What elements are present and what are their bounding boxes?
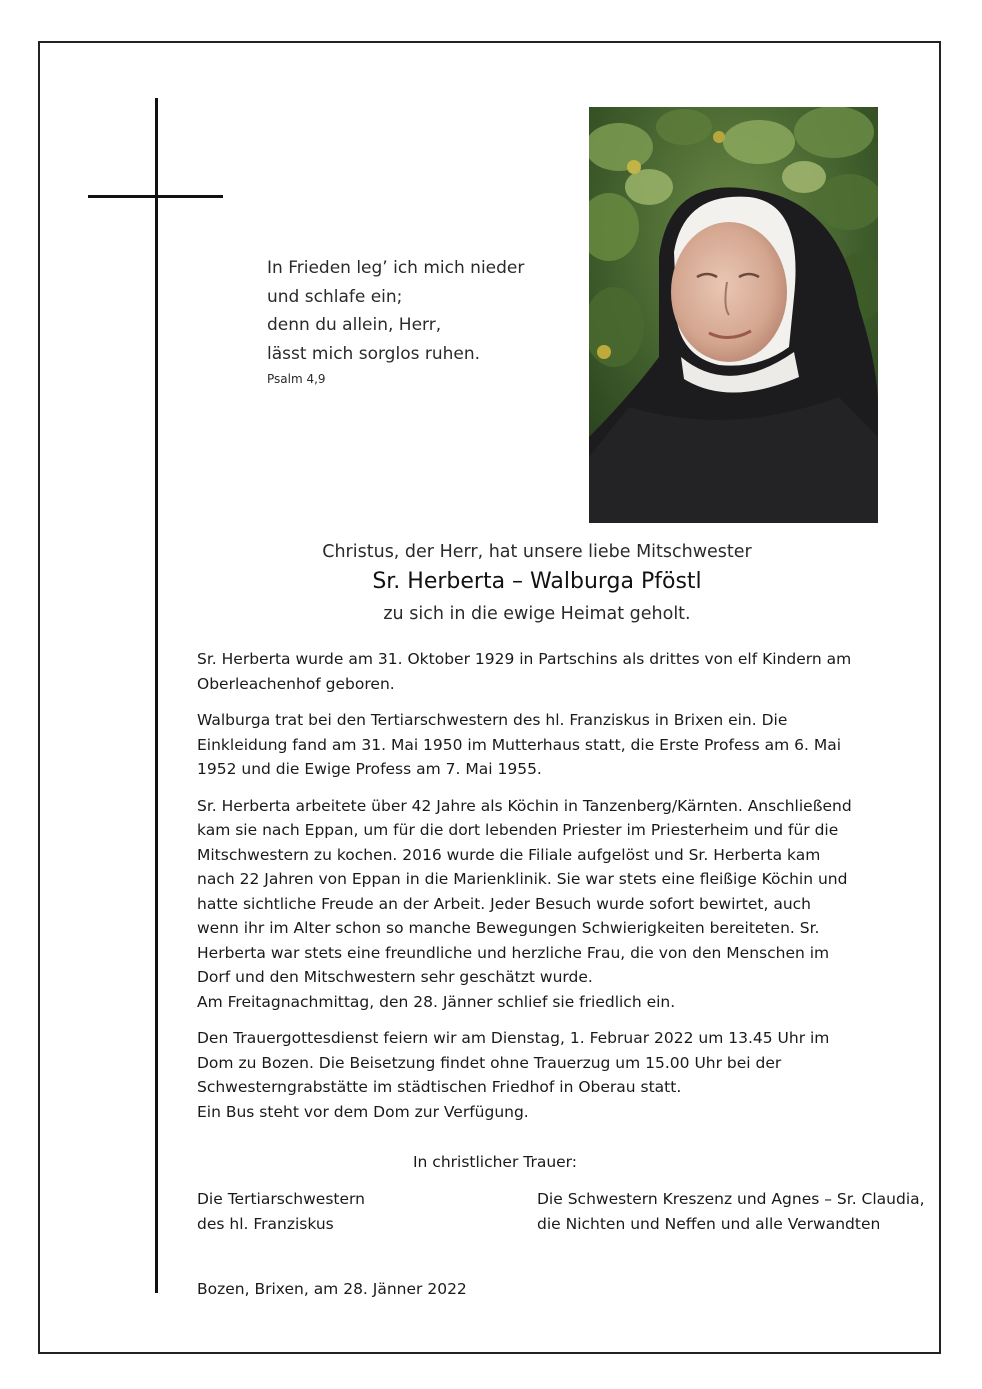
text-line: Sr. Herberta wurde am 31. Oktober 1929 in Partschins als drittes von elf Kindern am	[197, 650, 852, 668]
text-line: Ein Bus steht vor dem Dom zur Verfügung.	[197, 1102, 529, 1121]
mourners-right	[537, 1187, 937, 1236]
text-line: Sr. Herberta arbeitete über 42 Jahre als Köchin in Tanzenberg/Kärnten. Anschließend	[197, 796, 852, 815]
text-line: hatte sichtliche Freude an der Arbeit. Jeder Besuch wurde sofort bewirtet, auch	[197, 894, 812, 913]
cross-icon-vertical-beam	[155, 98, 158, 1293]
psalm-line: In Frieden leg’ ich mich nieder	[267, 258, 525, 278]
text-line: nach 22 Jahren von Eppan in die Marienklinik. Sie war stets eine fleißige Köchin und	[197, 870, 848, 888]
text-line: wenn ihr im Alter schon so manche Bewegungen Schwierigkeiten bereiteten. Sr.	[197, 919, 820, 937]
text-line: Am Freitagnachmittag, den 28. Jänner schlief sie friedlich ein.	[197, 992, 676, 1011]
psalm-quote	[267, 254, 567, 388]
text-line: Dorf und den Mitschwestern sehr geschätzt wurde.	[197, 968, 593, 986]
mourning-heading: In christlicher Trauer:	[412, 1153, 578, 1171]
mourners-left	[197, 1187, 497, 1236]
obituary-body	[197, 647, 887, 1136]
text-line: Walburga trat bei den Tertiarschwestern des hl. Franziskus in Brixen ein. Die	[197, 711, 788, 729]
cross-icon-horizontal-beam	[88, 195, 223, 198]
announcement	[190, 540, 884, 629]
paragraph-vows	[197, 708, 887, 782]
mourner-line: Die Schwestern Kreszenz und Agnes – Sr. Claudia,	[537, 1190, 925, 1208]
text-line: Dom zu Bozen. Die Beisetzung findet ohne Trauerzug um 15.00 Uhr bei der	[197, 1053, 782, 1072]
place-and-date: Bozen, Brixen, am 28. Jänner 2022	[197, 1280, 467, 1298]
paragraph-birth	[197, 647, 887, 696]
psalm-reference: Psalm 4,9	[267, 372, 326, 386]
text-line: Mitschwestern zu kochen. 2016 wurde die Filiale aufgelöst und Sr. Herberta kam	[197, 845, 821, 864]
announcement-intro: Christus, der Herr, hat unsere liebe Mitschwester	[322, 542, 752, 562]
mourner-line: die Nichten und Neffen und alle Verwandten	[537, 1214, 881, 1233]
mourner-line: Die Tertiarschwestern	[197, 1190, 365, 1208]
announcement-outro: zu sich in die ewige Heimat geholt.	[383, 604, 691, 624]
psalm-line: denn du allein, Herr,	[267, 315, 442, 335]
text-line: Oberleachenhof geboren.	[197, 674, 395, 693]
deceased-name: Sr. Herberta – Walburga Pföstl	[372, 569, 702, 594]
text-line: Einkleidung fand am 31. Mai 1950 im Mutterhaus statt, die Erste Profess am 6. Mai	[197, 735, 842, 754]
text-line: Schwesterngrabstätte im städtischen Friedhof in Oberau statt.	[197, 1078, 682, 1096]
psalm-line: lässt mich sorglos ruhen.	[267, 343, 481, 364]
portrait-photo	[589, 107, 878, 523]
text-line: kam sie nach Eppan, um für die dort lebenden Priester im Priesterheim und für die	[197, 821, 839, 839]
text-line: Herberta war stets eine freundliche und herzliche Frau, die von den Menschen im	[197, 943, 830, 962]
paragraph-life	[197, 794, 887, 1015]
paragraph-funeral	[197, 1026, 887, 1124]
mourner-line: des hl. Franziskus	[197, 1214, 334, 1233]
psalm-line: und schlafe ein;	[267, 286, 403, 307]
text-line: Den Trauergottesdienst feiern wir am Dienstag, 1. Februar 2022 um 13.45 Uhr im	[197, 1029, 830, 1047]
text-line: 1952 und die Ewige Profess am 7. Mai 1955.	[197, 760, 542, 778]
